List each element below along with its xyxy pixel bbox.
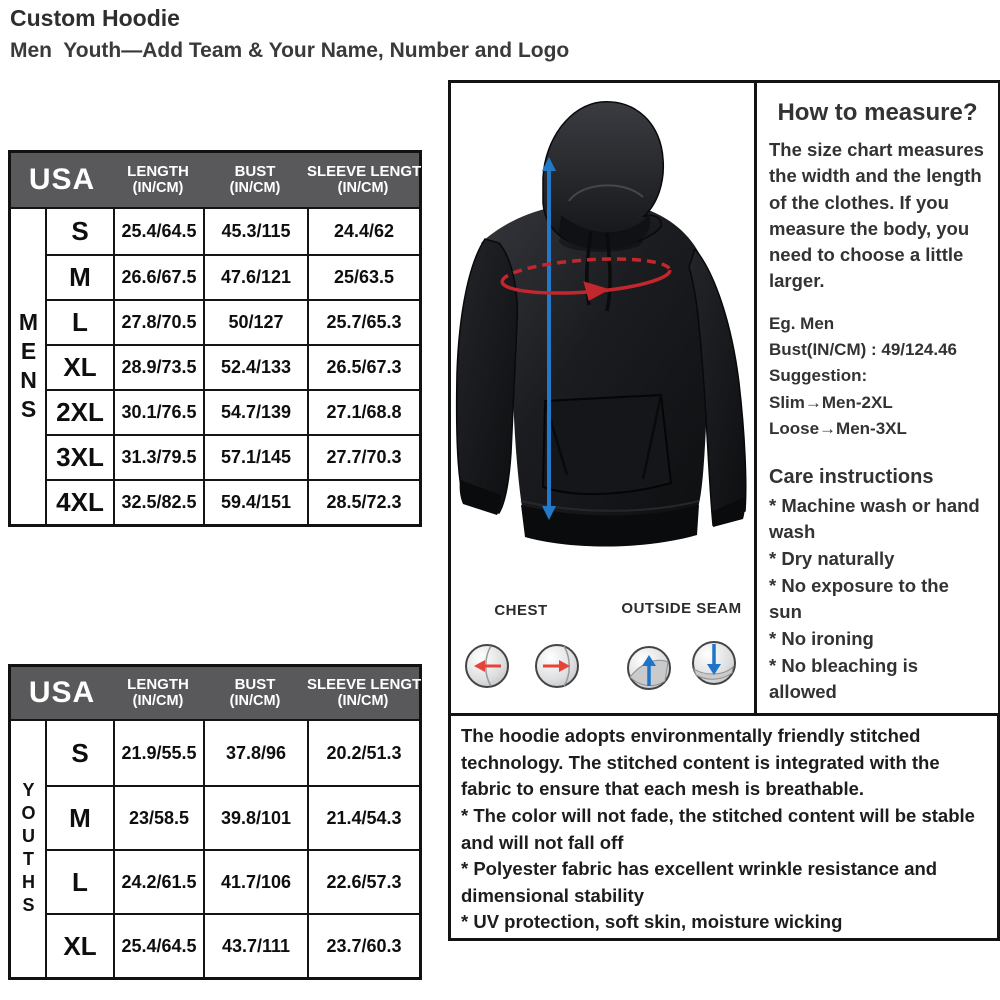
outside-seam-icon-up [628,647,670,689]
hoodie-silhouette [457,102,746,547]
care-item: * Machine wash or hand wash [769,495,980,543]
description-bullet: * UV protection, soft skin, moisture wicking [461,911,843,933]
care-instructions-list [757,491,998,704]
example-line: Loose→Men-3XL [769,418,907,438]
page-subtitle: Men Youth—Add Team & Your Name, Number and Logo [10,39,570,62]
care-item: * No ironing [769,627,874,649]
example-line: Suggestion: [769,366,868,386]
table-row: 2XL 30.1/76.5 54.7/139 27.1/68.8 [47,389,419,434]
mens-group-label: MENS [11,209,47,524]
description-bullets [461,803,987,936]
youths-size-table [8,664,433,980]
column-header-sleeve-length: SLEEVE LENGTH (IN/CM) [307,162,433,197]
description-bullet: * The color will not fade, the stitched content will be stable and will not fall off [461,804,975,853]
table-row: L 27.8/70.5 50/127 25.7/65.3 [47,299,419,344]
table-row: S 25.4/64.5 45.3/115 24.4/62 [47,209,419,254]
column-header-length: LENGTH (IN/CM) [127,162,189,197]
table-row: M 26.6/67.5 47.6/121 25/63.5 [47,254,419,299]
chest-measure-icon-right [536,645,578,687]
how-to-measure-panel [754,80,1000,713]
table-row: 4XL 32.5/82.5 59.4/151 28.5/72.3 [47,479,419,524]
care-item: * No exposure to the sun [769,574,949,622]
page-title: Custom Hoodie [10,5,180,31]
example-line: Bust(IN/CM) : 49/124.46 [769,339,957,359]
example-line: Eg. Men [769,313,835,333]
care-instructions-heading: Care instructions [769,466,934,489]
outside-seam-label: OUTSIDE SEAM [621,600,742,617]
hoodie-pocket [543,395,671,494]
how-to-measure-heading: How to measure? [777,99,978,126]
example-line: Slim→Men-2XL [769,392,893,412]
column-header-sleeve-length: SLEEVE LENGTH (IN/CM) [307,675,433,710]
hoodie-figure-panel [448,80,754,713]
table-row: XL 25.4/64.5 43.7/111 23.7/60.3 [47,913,419,977]
care-item: * No bleaching is allowed [769,654,919,702]
chest-label: CHEST [494,602,548,619]
product-description-box [448,713,1000,941]
column-header-usa: USA [28,676,96,710]
chest-measure-icon-left [466,645,508,687]
how-to-measure-intro: The size chart measures the width and the length of the clothes. If you measure the body, you need to choose a little larger. [769,139,984,292]
column-header-usa: USA [28,163,96,197]
hoodie-left-sleeve [457,239,518,513]
size-example [757,295,998,443]
table-row: M 23/58.5 39.8/101 21.4/54.3 [47,785,419,849]
table-row: 3XL 31.3/79.5 57.1/145 27.7/70.3 [47,434,419,479]
youths-table-header [11,667,433,721]
column-header-bust: BUST (IN/CM) [229,675,281,710]
table-row: L 24.2/61.5 41.7/106 22.6/57.3 [47,849,419,913]
youths-group-label: YOUTHS [11,721,47,977]
table-row: XL 28.9/73.5 52.4/133 26.5/67.3 [47,344,419,389]
care-item: * Dry naturally [769,548,895,570]
column-header-bust: BUST (IN/CM) [229,162,281,197]
description-paragraph: The hoodie adopts environmentally friendly stitched technology. The stitched content is integrated with the fabric to ensure that each mesh is breathable. [461,725,940,800]
mens-size-table [8,150,433,527]
table-row: S 21.9/55.5 37.8/96 20.2/51.3 [47,721,419,785]
description-bullet: * Polyester fabric has excellent wrinkle resistance and dimensional stability [461,858,938,906]
outside-seam-icon-down [693,642,735,684]
column-header-length: LENGTH (IN/CM) [127,675,189,710]
mens-table-header [11,153,433,209]
